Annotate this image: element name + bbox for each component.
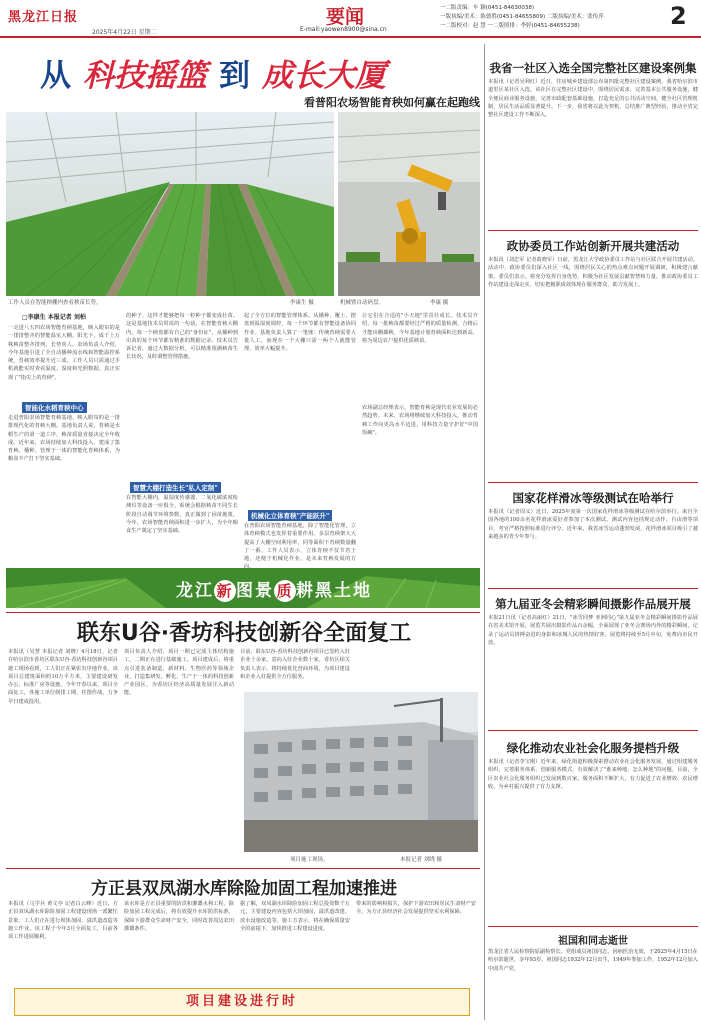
right-headline-3: 国家花样滑冰等级测试在哈举行 [512,491,674,505]
section-divider [488,588,698,589]
lead-byline: □李康生 本报记者 刘柏 [22,314,86,321]
obituary-text: 黑龙江省人民检察院原副检察长、党组成员祖国同志，因病医治无效，于2025年4月15日在哈尔滨逝世，享年93岁。祖国同志1932年12月出生，1949年参加工作，1952年12月加入中国共产党。 [488,949,698,972]
lead-subhead-1: 智能化水稻育秧中心 [22,402,87,413]
fangzheng-column-4: 带来的影响和损失，保护下游农田和居民生命财产安全，为方正县经济社会发展提供坚实水利保障。 [356,901,476,916]
section-divider [488,482,698,483]
lead-column-3b: 在普阳农场智能育秧基地，除了智能化管理，立体育秧模式也发挥着重要作用。多层育秧架大大提高了大棚空间利用率，同等面积下育秧数量翻了一番。工作人员表示，立体育秧不仅节省土地，还便于机械化作业，是未来育秧发展的方 [244,523,356,563]
lead-headline-highlight: 成长大厦 [262,58,386,94]
section-divider [6,612,480,613]
lead-column-1: 一走进八五四农场智能育秧基地，映入眼帘的是一排排整齐的智能温室大棚。阳光下，成千上万株秧苗整齐排列，长势喜人。农场负责人介绍，今年基地引进了全自动播种流水线和智能温控系统，育秧效率提升近三成。工作人员只需通过手机就能实时查看温度、湿度和光照数据，真正实现了"指尖上的育秧"。 [8,325,120,381]
photo-credit: 李康 摄 [430,300,449,306]
lead-subhead-3: 机械化立体育秧"产能跃升" [248,510,332,521]
right-article-3: 本报讯（记者周义）近日，2025年度第一次国家花样滑冰等级测试在哈尔滨举行。来自全国各地的100余名花样滑冰爱好者参加了本次测试。测试内容包括规定动作、自由滑等项目，考官严格按照标准进行评分。近年来，我省冰雪运动蓬勃发展，花样滑冰项目吸引了越来越多的青少年参与。 [488,509,698,540]
robot-arm-photo [338,112,480,296]
fangzheng-column-1: 本报讯（马学兵 黄文亭 记者白云峰）近日，方正县双凤湖水库除险加固工程建设现场一派繁忙景象。工人们正在进行坝体加固、溢洪道改造等施工作业。该工程于今年3月全面复工，目前各项工作进展顺利。 [8,901,118,941]
banner-text-part: 耕黑土地 [296,581,372,601]
right-article-1: 本报讯（记者吴利红）近日，住房城乡建设部公布第四批完整社区建设案例，我省哈尔滨市道里区某社区入选。该社区在完整社区建设中，围绕居民需求，完善基本公共服务设施，健全便民商业服务设施，完善市政配套基础设施，打造充足的公共活动空间，健全社区管理机制，居民生活品质显著提升。下一步，我省将以此为契机，总结推广典型经验，推动全省完整社区建设工作不断深入。 [488,79,698,119]
lead-headline-part: 从 [40,58,71,94]
staff-info [440,4,660,31]
greenhouse-photo-graphic [6,112,334,296]
photo-caption: 机械臂自动码盘。 [340,300,385,306]
lead-headline-highlight: 科技摇篮 [83,58,207,94]
right-article-5: 本报讯（记者李宝刚）近年来，绿化街道积极探索推动农业社会化服务发展，通过组建服务组织、完善服务体系、创新服务模式，有效解决了"谁来种地、怎么种地"的问题。目前，全区农业社会化服务组织已发展到数百家，服务面积不断扩大，有力促进了农业增效、农民增收，为乡村振兴提供了有力支撑。 [488,759,698,790]
lead-subhead-2: 智慧大棚打造生长"私人定制" [130,482,221,493]
robot-arm-photo-graphic [338,112,480,296]
photo-credit: 本报记者 刘晓 摄 [400,857,442,863]
right-headline-1: 我省一社区入选全国完整社区建设案例集 [489,61,697,75]
lead-column-1b: 走进普阳农场智能育秧基地，映入眼帘的是一排排现代化的育秧大棚。基地负责人说，育秧是水稻生产的第一道工序，秧苗质量直接决定全年收成。近年来，农场持续加大科技投入，建成了集育秧、播种、管理于一体的智能化育秧体系，为粮食丰产打下坚实基础。 [8,415,120,463]
column-divider [484,44,485,1020]
fangzheng-column-2: 该水库是方正县重要的防洪和灌溉水利工程，除险加固工程完成后，将有效提升水库防洪标准，保障下游群众生命财产安全，同时改善周边农田灌溉条件。 [124,901,234,932]
right-article-2: 本报讯（刘忠军 记者葛晓军）日前，黑龙江大学政协委员工作站与社区联合开展共建活动。活动中，政协委员们深入社区一线，围绕居民关心的热点难点问题开展调研，积极建言献策。委员们表示，将充分发挥自身优势，积极为社区发展贡献智慧和力量，推动政协委员工作站建设走深走实，切实把履职成效体现在服务群众、助力发展上。 [488,257,698,288]
section-divider [488,730,698,731]
photo-credit: 李康生 摄 [290,300,314,306]
issue-date: 2025年4月22日 星期二 [92,29,157,36]
lianxi-column-1: 本报讯（吴慧 本报记者 刘晓）4月18日，记者在哈尔滨市香坊区联东U谷·香坊科技创新谷项目施工现场看到，工人们正在紧张有序地作业。该项目总建筑面积约10万平方米，主要建设研发办公、标准厂房等设施。今年开春以来，项目全面复工，各施工单位倒排工期、挂图作战，力争早日建成投用。 [8,649,118,705]
masthead [0,0,701,38]
greenhouse-photo [6,112,334,296]
construction-photo [244,692,478,852]
project-label: 项目建设进行时 [185,994,298,1009]
staff-line: 一二版校对：赵 慧 一二版照排：李婷(0451-84655238) [440,23,580,29]
lead-headline [40,50,460,95]
obituary-title: 祖国和同志逝世 [558,936,628,947]
section-divider [488,230,698,231]
banner-highlight: 新 [214,580,236,602]
banner-text-part: 图景 [236,581,274,601]
editor-email: E-mail:yaowen8900@sina.cn [300,26,387,33]
construction-photo-graphic [244,692,478,852]
banner-text-part: 龙江 [176,581,214,601]
section-divider [6,868,480,869]
staff-line: 一版执编/美术：陈德胜(0451-84655809) 二版执编/美术：张传萍 [440,14,604,20]
right-headline-5: 绿化推动农业社会化服务提档升级 [506,741,680,755]
lead-headline-part: 到 [219,58,250,94]
project-label-box [14,988,470,1016]
fangzheng-headline: 方正县双凤湖水库除险加固工程加速推进 [91,879,397,899]
lianxi-headline: 联东U谷·香坊科技创新谷全面复工 [76,621,412,646]
lead-column-2b: 在智能大棚内，温湿度传感器、二氧化碳浓度检测仪等设备一应俱全。系统会根据秧苗不同生长阶段自动调节环境参数，真正做到了因苗施策。今年，农场智能育秧面积进一步扩大，为全年粮食生产奠定了坚实基础。 [126,495,238,535]
lead-column-3: 起了全方位的智能管理体系。从播种、覆土、摆盘到温湿度调控，每一个环节都有智能设备协同作业。基地负责人算了一笔账：传统育秧需要大量人工，而现在一个大棚只需一两个人就能管理，效率大幅提升。 [244,313,356,353]
lead-column-4b: 农场副总经理表示，智能育秧是现代农业发展的必然趋势。未来，农场将继续加大科技投入，推动育秧工作向更高水平迈进，用科技力量守护好"中国饭碗"。 [362,405,478,436]
section-title: 要闻 [325,6,364,28]
photo-caption: 项目施工现场。 [290,857,329,863]
banner-highlight: 质 [274,580,296,602]
page-number: 2 [670,2,687,30]
lead-subheadline: 看普阳农场智能育秧如何赢在起跑线 [304,96,480,109]
fangzheng-column-3: 据了解，双凤湖水库除险加固工程总投资数千万元，主要建设内容包括大坝加固、溢洪道改建、放水设施改造等。施工方表示，将在确保质量安全的前提下，加快推进工程建设进度。 [240,901,350,932]
column-banner [6,568,480,608]
lianxi-column-2: 项目负责人介绍，项目一期已完成主体结构施工，二期正在进行基础施工。项目建成后，将重点引进装备制造、新材料、生物医药等领域企业，打造集研发、孵化、生产于一体的科技创新产业园区，为香坊区经济高质量发展注入新动能。 [124,649,234,697]
lead-column-2: 的种子，这样才能够把每一粒种子都变成壮苗。这是基地技术员常说的一句话。在智能育秧大棚内，每一个秧盘都有自己的"身份证"，从播种到出苗的每个环节都有精准的数据记录。技术员告诉记者，通过大数据分析，可以精准预测秧苗生长状况，及时调整管理措施。 [126,313,238,361]
lianxi-column-3: 目前，联东U谷·香坊科技创新谷项目已签约入驻企业十余家，意向入驻企业数十家。香坊区相关负责人表示，将持续优化营商环境，为项目建设和企业入驻提供全方位服务。 [240,649,350,680]
newspaper-logo: 黑龙江日报 [8,10,79,25]
staff-line: 一二版责编：车 颖(0451-84630038) [440,5,535,11]
photo-caption: 工作人员在智能秧棚内查看秧苗长势。 [8,300,102,306]
right-headline-2: 政协委员工作站创新开展共建活动 [506,239,680,253]
section-divider [488,926,698,927]
lead-column-4: 让它们在合适的"小天地"里茁壮成长。技术员介绍，每一批秧苗都要经过严格的质量检测，合格后才能出棚插秧。今年基地计划育秧面积达到新高，将为周边农户提供优质秧苗。 [362,313,478,344]
right-headline-4: 第九届亚冬会精彩瞬间摄影作品展开展 [495,597,691,611]
right-article-4: 本报21日讯（记者高丽红）21日，"冰雪同梦 亚洲同心"第九届亚冬会精彩瞬间摄影作品展在省美术馆开展。展览共展出摄影作品百余幅，全面展现了亚冬会赛场内外的精彩瞬间，记录了运动员拼搏奋进的身影和冰城人民的热情好客。展览将持续至5月中旬，免费向市民开放。 [488,615,698,646]
banner-text [176,576,372,602]
